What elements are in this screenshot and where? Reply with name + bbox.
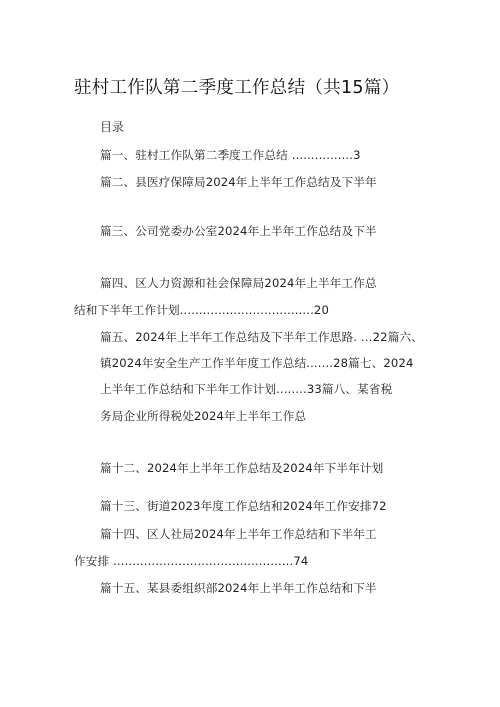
toc-entry-14: 篇十四、区人社局2024年上半年工作总结和下半年工 [100, 527, 377, 541]
toc-entry-7: 上半年工作总结和下半年工作计划........33篇八、某省税 [100, 382, 393, 396]
toc-entry-15: 篇十五、某县委组织部2024年上半年工作总结和下半 [100, 581, 377, 595]
page-title: 驻村工作队第二季度工作总结（共15篇） [74, 78, 400, 98]
toc-entry-13: 篇十三、街道2023年度工作总结和2024年工作安排72 [100, 499, 387, 513]
toc-entry-5: 篇五、2024年上半年工作总结及下半年工作思路. …22篇六、 [100, 330, 423, 344]
toc-entry-4-continued: 结和下半年工作计划...................................20 [74, 303, 329, 317]
toc-heading: 目录 [100, 120, 125, 134]
toc-entry-3: 篇三、公司党委办公室2024年上半年工作总结及下半 [100, 224, 377, 238]
toc-entry-1: 篇一、驻村工作队第二季度工作总结 ................3 [100, 148, 361, 162]
toc-entry-8: 务局企业所得税处2024年上半年工作总 [100, 409, 307, 423]
toc-entry-4: 篇四、区人力资源和社会保障局2024年上半年工作总 [100, 276, 377, 290]
toc-entry-2: 篇二、县医疗保障局2024年上半年工作总结及下半年 [100, 175, 377, 189]
toc-entry-6: 镇2024年安全生产工作半年度工作总结.......28篇七、2024 [100, 356, 414, 370]
toc-entry-12: 篇十二、2024年上半年工作总结及2024年下半年计划 [100, 461, 384, 475]
toc-entry-14-continued: 作安排 ...............................................74 [74, 554, 309, 568]
